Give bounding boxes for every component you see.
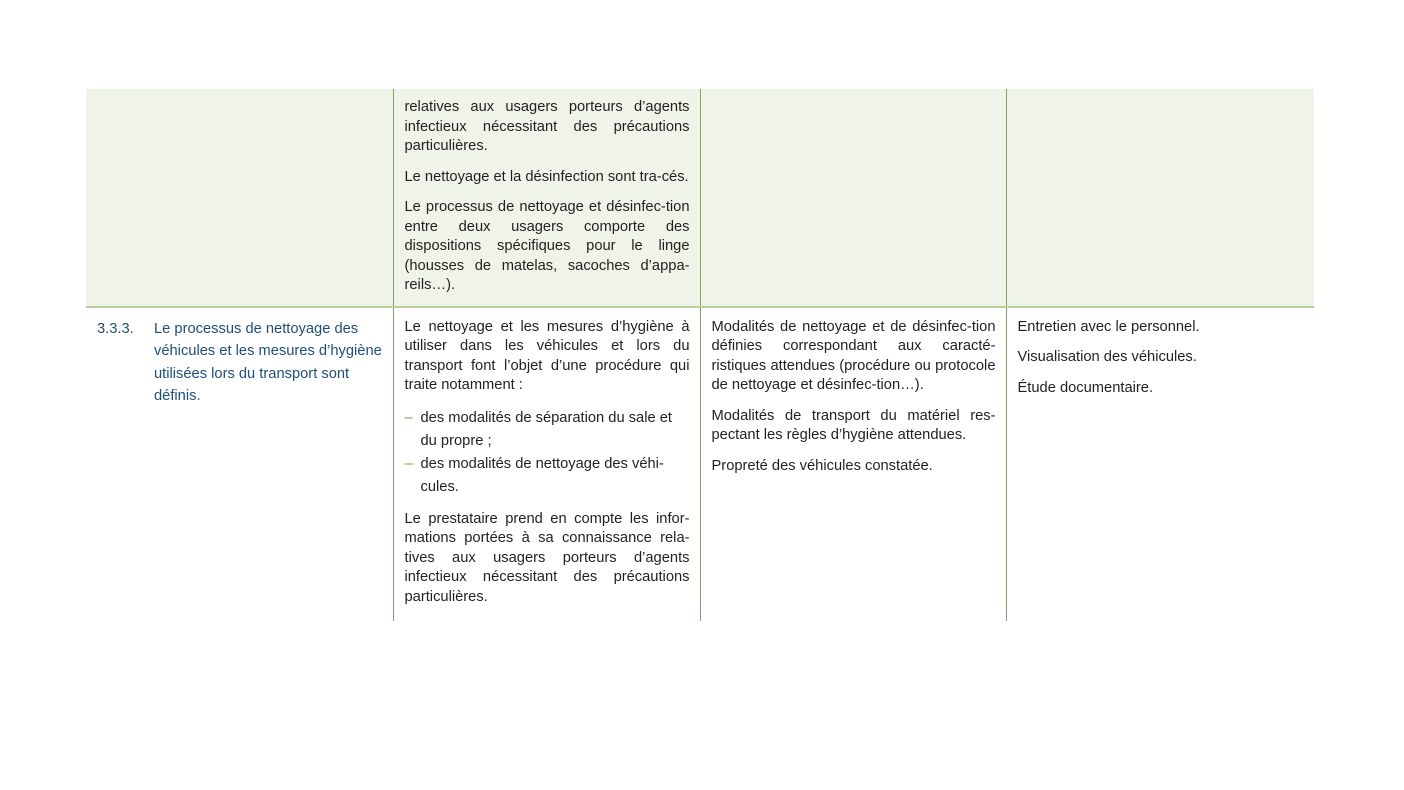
- table-row-continuation: [86, 89, 1314, 307]
- list-item: [405, 453, 690, 499]
- cell-methods-continuation: [1006, 89, 1314, 307]
- paragraph: Le processus de nettoyage et désinfec-tion entre deux usagers comporte des dispositions spécifiques pour le linge (housses de matelas, sacoches d’appa-reils…).: [404, 199, 690, 293]
- cell-elements-continuation: [700, 89, 1006, 307]
- cell-content: [394, 89, 700, 306]
- requirement-intro: Le nettoyage et les mesures d’hygiène à utiliser dans les véhicules et lors du transport font l’objet d’une procédure qui traite notamment :: [404, 318, 690, 393]
- list-item: [405, 407, 690, 453]
- criterion-heading: [97, 318, 383, 408]
- paragraph: Entretien avec le personnel.: [1017, 318, 1200, 335]
- cell-requirement-continuation: [393, 89, 700, 307]
- paragraph: Modalités de nettoyage et de désinfec-tion définies correspondant aux caracté-ristiques attendues (procédure ou protocole de nettoyage et désinfec-tion…).: [711, 318, 996, 393]
- paragraph: Le prestataire prend en compte les infor-mations portées à sa connaissance rela-tives aux usagers porteurs d’agents infectieux nécessitant des précautions particulières.: [404, 510, 690, 605]
- criteria-table: [86, 89, 1314, 621]
- paragraph: Étude documentaire.: [1017, 379, 1154, 396]
- cell-content: [1007, 89, 1315, 108]
- table-row-criterion: [86, 307, 1314, 622]
- list-item-label: des modalités de nettoyage des véhi-cules.: [420, 455, 664, 495]
- cell-requirement-criterion: [393, 307, 700, 622]
- cell-content: [394, 308, 700, 622]
- cell-content: [86, 89, 393, 108]
- criterion-title: Le processus de nettoyage des véhicules et les mesures d’hygiène utilisées lors du transport sont définis.: [154, 320, 382, 404]
- dash-bullet-icon: –: [404, 455, 413, 472]
- cell-content: [86, 308, 393, 422]
- cell-elements-criterion: [700, 307, 1006, 622]
- dash-bullet-icon: –: [404, 409, 413, 426]
- paragraph: Le nettoyage et la désinfection sont tra-cés.: [404, 168, 689, 185]
- criterion-number: 3.3.3.: [97, 320, 134, 337]
- requirement-bullet-list: [405, 407, 690, 499]
- list-item-label: des modalités de séparation du sale et du propre ;: [420, 409, 672, 449]
- paragraph: Modalités de transport du matériel res-pectant les règles d’hygiène attendues.: [711, 407, 996, 443]
- cell-methods-criterion: [1006, 307, 1314, 622]
- paragraph: Propreté des véhicules constatée.: [711, 457, 933, 474]
- cell-content: [701, 89, 1006, 108]
- paragraph: relatives aux usagers porteurs d’agents infectieux nécessitant des précautions particulières.: [404, 99, 690, 154]
- cell-content: [701, 308, 1006, 491]
- paragraph: Visualisation des véhicules.: [1017, 349, 1197, 365]
- cell-content: [1007, 308, 1315, 413]
- cell-reference-criterion: [86, 307, 393, 622]
- cell-reference-continuation: [86, 89, 393, 307]
